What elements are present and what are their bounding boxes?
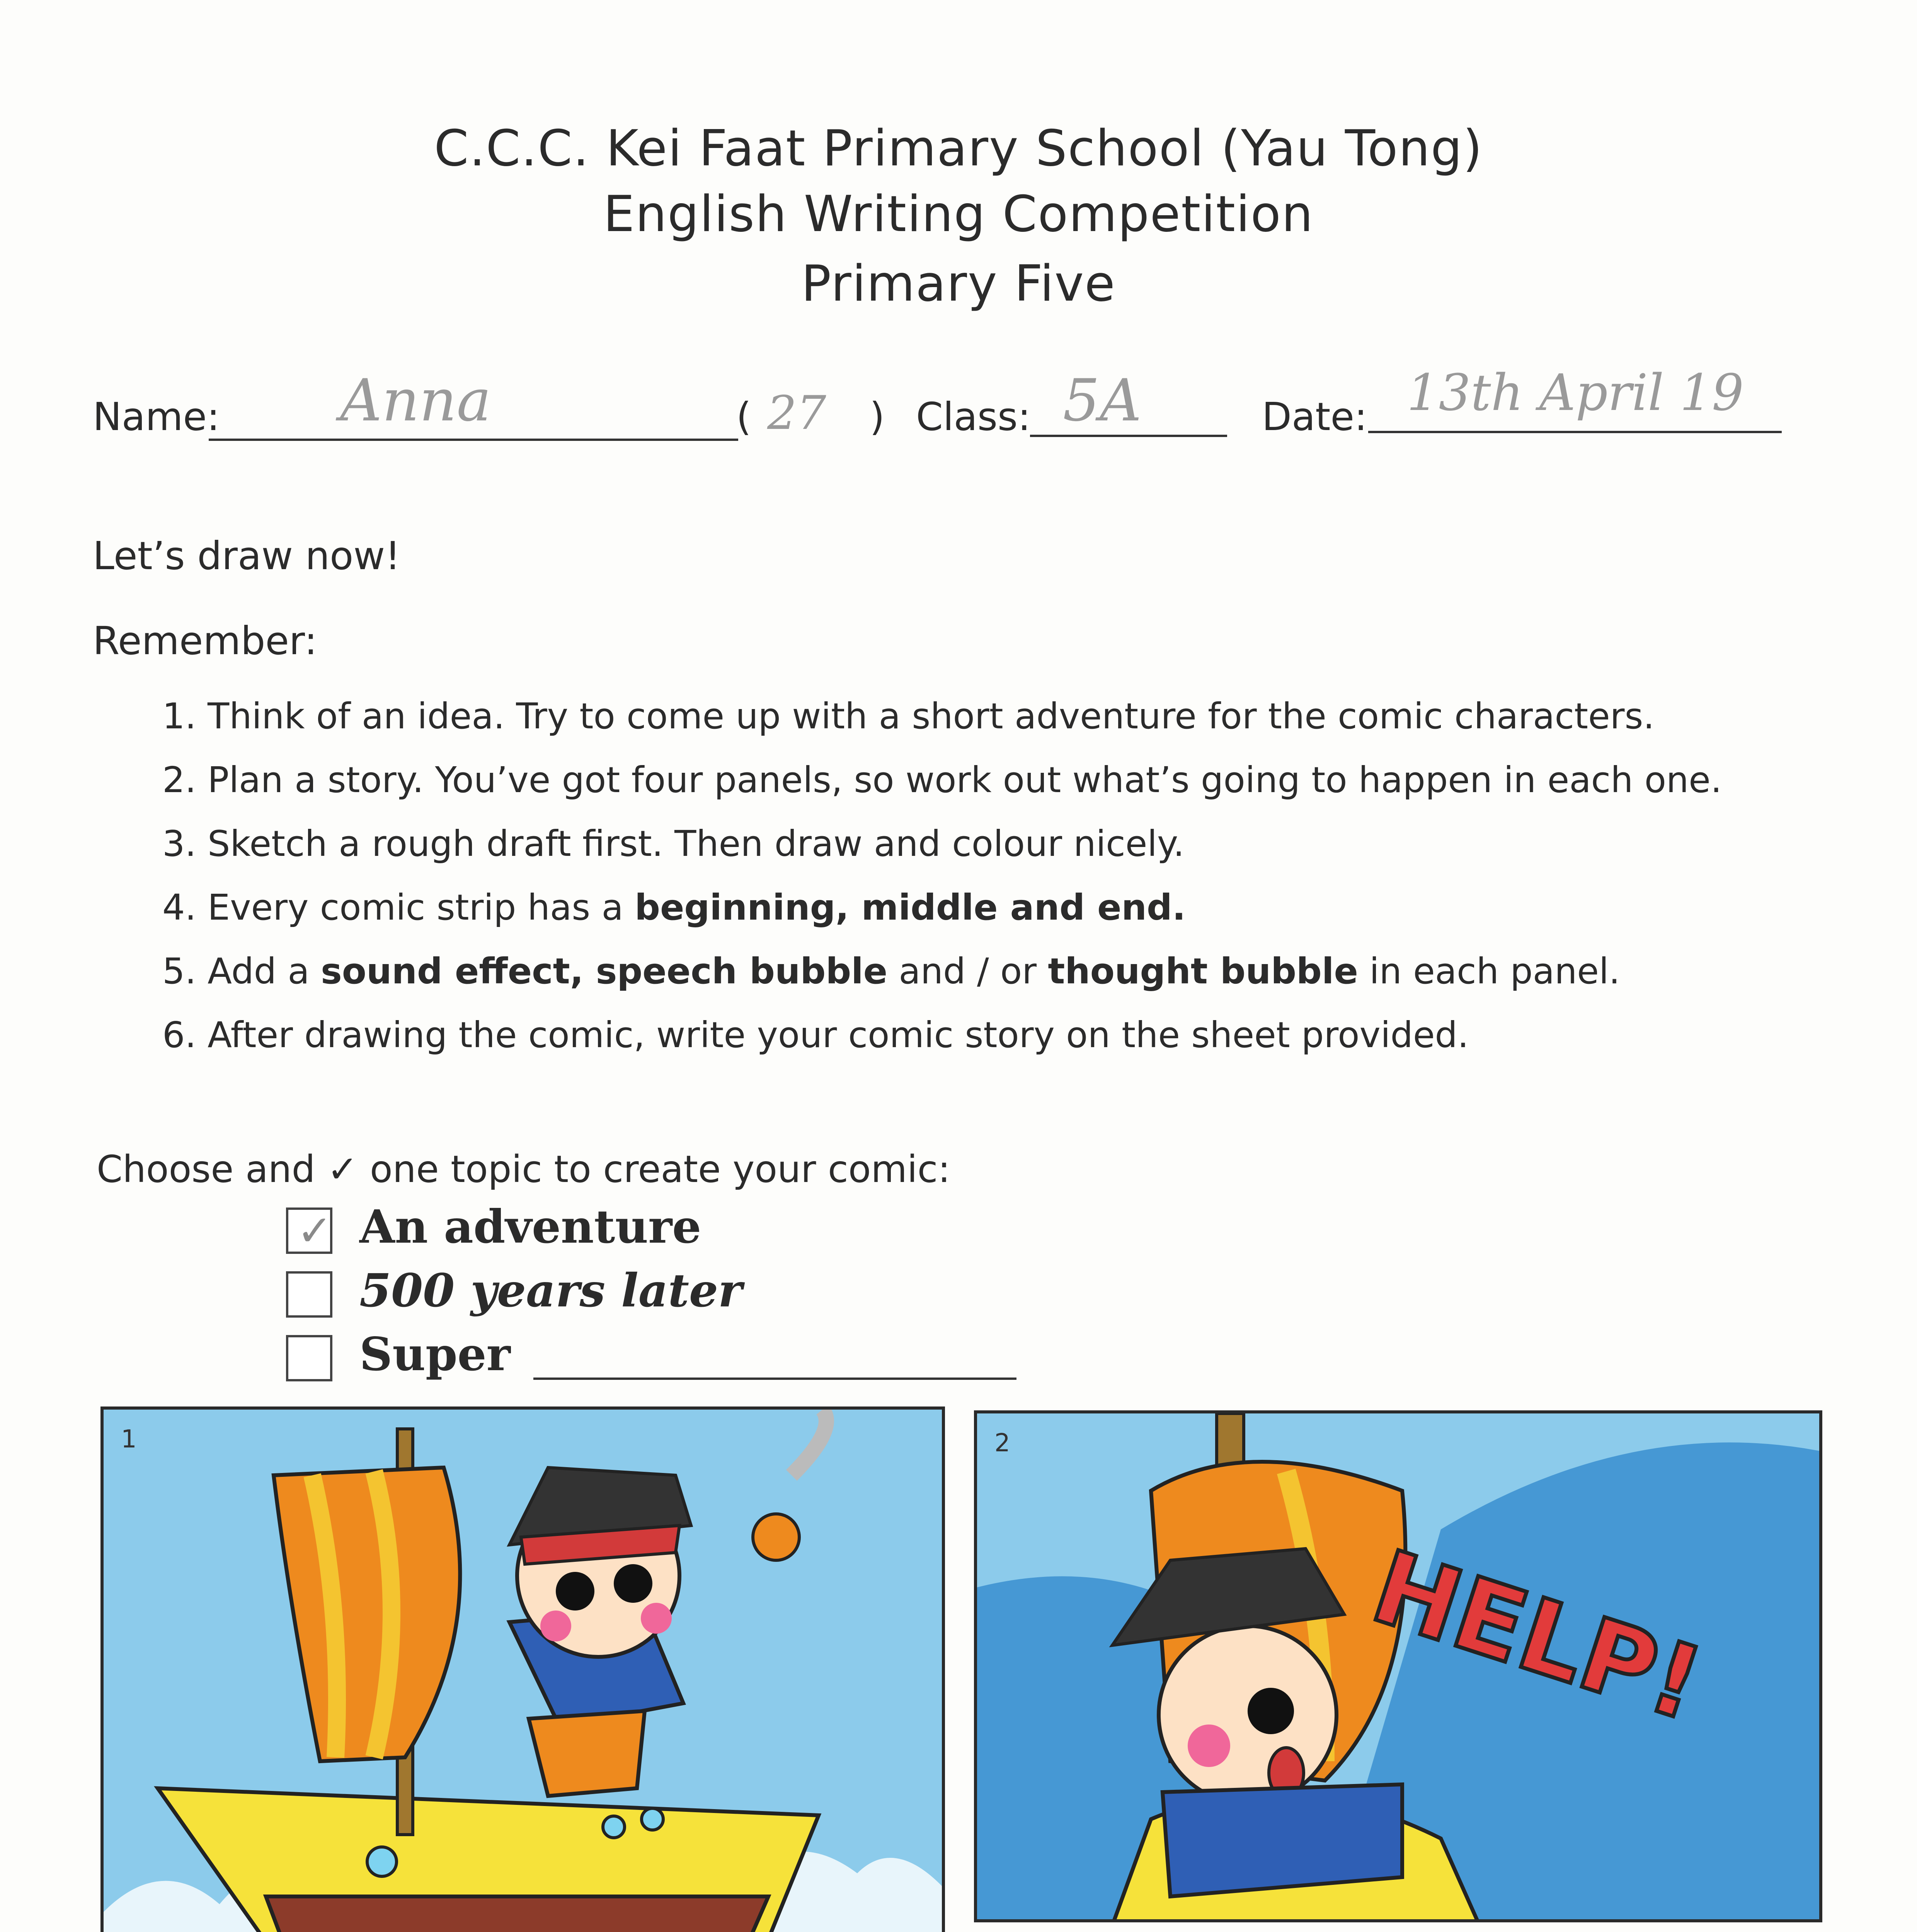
topic-label-500-years: 500 years later [359, 1264, 742, 1317]
name-underline [209, 439, 738, 441]
topic-label-super: Super [359, 1327, 511, 1381]
name-value[interactable]: Anna [340, 367, 491, 434]
rule-item: 3. Sketch a rough draft first. Then draw and colour nicely. [162, 823, 1185, 864]
intro-text: Let’s draw now! [93, 533, 401, 578]
date-value[interactable]: 13th April 19 [1407, 363, 1744, 422]
class-value[interactable]: 5A [1063, 367, 1142, 434]
rule-item: 5. Add a sound effect, speech bubble and / or thought bubble in each panel. [162, 951, 1620, 992]
help-sound-effect: HELP! [1359, 1529, 1716, 1744]
rule-item: 2. Plan a story. You’ve got four panels, so work out what’s going to happen in each one. [162, 759, 1722, 801]
name-label: Name: [93, 394, 220, 439]
level-title: Primary Five [801, 255, 1116, 313]
comic-panel-2 [974, 1410, 1822, 1922]
topic-checkbox-adventure[interactable] [286, 1208, 332, 1254]
check-mark-icon: ✓ [297, 1206, 333, 1255]
panel-number: 1 [121, 1425, 137, 1454]
date-label: Date: [1262, 394, 1367, 439]
number-close: ) [870, 394, 885, 439]
school-title: C.C.C. Kei Faat Primary School (Yau Tong) [434, 120, 1483, 177]
rule-item: 6. After drawing the comic, write your comic story on the sheet provided. [162, 1014, 1469, 1056]
topic-checkbox-super[interactable] [286, 1335, 332, 1381]
super-blank-line [533, 1378, 1016, 1380]
panel-2-illustration [977, 1413, 1822, 1922]
comic-panel-1 [100, 1406, 945, 1932]
panel-number: 2 [994, 1429, 1010, 1458]
number-open: ( [736, 394, 752, 439]
remember-label: Remember: [93, 618, 317, 663]
student-number[interactable]: 27 [767, 386, 826, 440]
topic-checkbox-500-years[interactable] [286, 1271, 332, 1318]
class-underline [1030, 435, 1227, 437]
rule-item: 1. Think of an idea. Try to come up with a short adventure for the comic characters. [162, 696, 1655, 737]
panel-1-illustration [104, 1410, 945, 1932]
class-label: Class: [916, 394, 1031, 439]
topic-label-adventure: An adventure [359, 1200, 701, 1253]
competition-title: English Writing Competition [603, 185, 1314, 243]
date-underline [1368, 431, 1782, 433]
rule-item: 4. Every comic strip has a beginning, middle and end. [162, 887, 1186, 928]
topic-prompt: Choose and ✓ one topic to create your comic: [97, 1148, 950, 1191]
